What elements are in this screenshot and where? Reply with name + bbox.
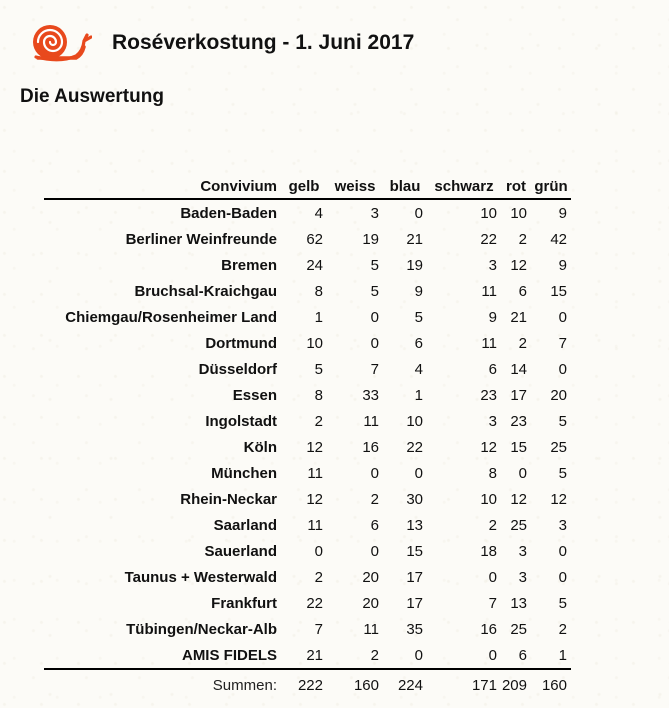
value-gruen: 2: [558, 620, 567, 638]
value-gruen: 0: [558, 542, 567, 560]
column-header-gruen: grün: [531, 174, 571, 199]
value-schwarz: 8: [488, 464, 497, 482]
value-blau: 17: [406, 594, 423, 612]
value-blau: 4: [414, 360, 423, 378]
value-gruen: 9: [558, 256, 567, 274]
table-row: [44, 330, 571, 356]
value-blau: 35: [406, 620, 423, 638]
convivium-name: Köln: [243, 438, 277, 456]
value-gelb: 8: [314, 386, 323, 404]
value-weiss: 11: [363, 412, 379, 430]
value-gruen: 0: [558, 568, 567, 586]
value-weiss: 5: [370, 256, 379, 274]
column-header-gelb: gelb: [281, 174, 327, 199]
convivium-name: Düsseldorf: [198, 360, 277, 378]
convivium-name: AMIS FIDELS: [44, 642, 281, 669]
value-gruen: 15: [550, 282, 567, 300]
table-row: [44, 590, 571, 616]
total-schwarz: 171: [471, 676, 497, 694]
value-rot: 3: [518, 568, 527, 586]
value-schwarz: 11: [481, 334, 497, 352]
value-schwarz: 11: [481, 282, 497, 300]
value-gelb: 12: [306, 438, 323, 456]
convivium-name: Chiemgau/Rosenheimer Land: [65, 308, 277, 326]
convivium-name: Bruchsal-Kraichgau: [134, 282, 277, 300]
value-rot: 14: [510, 360, 527, 378]
value-blau: 6: [414, 334, 423, 352]
value-rot: 15: [510, 438, 527, 456]
value-blau: 0: [414, 464, 423, 482]
value-weiss: 20: [362, 594, 379, 612]
value-weiss: 0: [370, 308, 379, 326]
value-gelb: 1: [314, 308, 323, 326]
value-schwarz: 0: [427, 642, 501, 669]
table-row: [44, 408, 571, 434]
value-gelb: 24: [306, 256, 323, 274]
value-gruen: 0: [558, 360, 567, 378]
value-gelb: 62: [306, 230, 323, 248]
value-blau: 30: [406, 490, 423, 508]
convivium-name: Dortmund: [205, 334, 277, 352]
convivium-name: Frankfurt: [211, 594, 277, 612]
totals-row: [44, 669, 571, 700]
table-row: [44, 226, 571, 252]
value-weiss: 3: [370, 204, 379, 222]
value-schwarz: 12: [480, 438, 497, 456]
value-gelb: 11: [307, 516, 323, 534]
value-weiss: 19: [362, 230, 379, 248]
table-row: [44, 564, 571, 590]
column-header-weiss: weiss: [327, 174, 383, 199]
total-gelb: 222: [297, 676, 323, 694]
total-gruen: 160: [541, 676, 567, 694]
value-weiss: 2: [327, 642, 383, 669]
value-gelb: 5: [314, 360, 323, 378]
table-row: [44, 356, 571, 382]
value-rot: 6: [518, 282, 527, 300]
value-gruen: 12: [550, 490, 567, 508]
value-blau: 22: [406, 438, 423, 456]
convivium-name: Ingolstadt: [205, 412, 277, 430]
convivium-name: Baden-Baden: [180, 204, 277, 222]
column-header-convivium: Convivium: [44, 174, 281, 199]
column-header-blau: blau: [383, 174, 427, 199]
value-blau: 15: [406, 542, 423, 560]
value-weiss: 2: [370, 490, 379, 508]
value-rot: 17: [510, 386, 527, 404]
value-schwarz: 10: [480, 490, 497, 508]
convivium-name: Saarland: [213, 516, 277, 534]
value-gelb: 22: [306, 594, 323, 612]
convivium-name: Berliner Weinfreunde: [125, 230, 277, 248]
value-schwarz: 10: [480, 204, 497, 222]
convivium-name: München: [211, 464, 277, 482]
value-gruen: 0: [558, 308, 567, 326]
value-gelb: 7: [314, 620, 323, 638]
table-row: [44, 642, 571, 669]
value-schwarz: 0: [488, 568, 497, 586]
value-schwarz: 23: [480, 386, 497, 404]
value-gruen: 5: [558, 412, 567, 430]
value-gelb: 2: [314, 568, 323, 586]
value-schwarz: 6: [488, 360, 497, 378]
total-blau: 224: [397, 676, 423, 694]
snail-logo-icon: [30, 23, 92, 63]
value-gelb: 8: [314, 282, 323, 300]
value-blau: 19: [406, 256, 423, 274]
value-rot: 2: [518, 334, 527, 352]
value-blau: 0: [414, 204, 423, 222]
value-blau: 0: [383, 642, 427, 669]
value-gruen: 3: [558, 516, 567, 534]
value-gelb: 4: [314, 204, 323, 222]
value-weiss: 0: [370, 334, 379, 352]
table-row: [44, 278, 571, 304]
value-schwarz: 16: [480, 620, 497, 638]
value-gelb: 11: [307, 464, 323, 482]
column-header-rot: rot: [501, 174, 531, 199]
value-weiss: 16: [362, 438, 379, 456]
convivium-name: Rhein-Neckar: [180, 490, 277, 508]
table-row: [44, 512, 571, 538]
value-blau: 5: [414, 308, 423, 326]
convivium-name: Taunus + Westerwald: [124, 568, 277, 586]
total-rot: 209: [501, 676, 527, 694]
value-blau: 1: [414, 386, 423, 404]
convivium-name: Tübingen/Neckar-Alb: [126, 620, 277, 638]
value-weiss: 11: [363, 620, 379, 638]
convivium-name: Essen: [232, 386, 277, 404]
table-row: [44, 199, 571, 226]
value-rot: 12: [510, 256, 527, 274]
value-blau: 10: [406, 412, 423, 430]
value-weiss: 33: [362, 386, 379, 404]
value-gruen: 1: [531, 642, 571, 669]
value-schwarz: 3: [488, 412, 497, 430]
table-row: [44, 252, 571, 278]
table-row: [44, 434, 571, 460]
value-blau: 21: [406, 230, 423, 248]
value-gruen: 20: [550, 386, 567, 404]
value-weiss: 0: [370, 542, 379, 560]
value-rot: 3: [518, 542, 527, 560]
table-row: [44, 460, 571, 486]
value-rot: 23: [510, 412, 527, 430]
value-gruen: 5: [558, 464, 567, 482]
value-gelb: 21: [281, 642, 327, 669]
results-table: [44, 174, 571, 700]
value-schwarz: 9: [488, 308, 497, 326]
convivium-name: Bremen: [221, 256, 277, 274]
table-row: [44, 616, 571, 642]
value-schwarz: 2: [488, 516, 497, 534]
page-title: Roséverkostung - 1. Juni 2017: [112, 31, 415, 54]
column-header-schwarz: schwarz: [427, 174, 501, 199]
table-row: [44, 304, 571, 330]
value-schwarz: 3: [488, 256, 497, 274]
value-weiss: 0: [370, 464, 379, 482]
value-weiss: 7: [370, 360, 379, 378]
value-weiss: 20: [362, 568, 379, 586]
table-header-row: [44, 174, 571, 199]
total-weiss: 160: [353, 676, 379, 694]
value-gruen: 42: [550, 230, 567, 248]
value-rot: 2: [518, 230, 527, 248]
value-blau: 9: [414, 282, 423, 300]
value-rot: 12: [510, 490, 527, 508]
value-weiss: 5: [370, 282, 379, 300]
value-gruen: 5: [558, 594, 567, 612]
value-blau: 13: [406, 516, 423, 534]
convivium-name: Sauerland: [204, 542, 277, 560]
value-rot: 13: [510, 594, 527, 612]
value-rot: 25: [510, 620, 527, 638]
table-row: [44, 382, 571, 408]
value-schwarz: 7: [488, 594, 497, 612]
value-gruen: 7: [558, 334, 567, 352]
value-rot: 25: [510, 516, 527, 534]
value-gruen: 9: [558, 204, 567, 222]
value-gelb: 10: [306, 334, 323, 352]
value-schwarz: 18: [480, 542, 497, 560]
totals-label: Summen:: [212, 676, 277, 694]
value-rot: 6: [501, 642, 531, 669]
value-gelb: 0: [314, 542, 323, 560]
table-row: [44, 538, 571, 564]
table-row: [44, 486, 571, 512]
value-rot: 0: [518, 464, 527, 482]
value-gelb: 2: [314, 412, 323, 430]
value-rot: 10: [510, 204, 527, 222]
section-heading: Die Auswertung: [20, 86, 164, 107]
value-gruen: 25: [550, 438, 567, 456]
value-weiss: 6: [370, 516, 379, 534]
value-gelb: 12: [306, 490, 323, 508]
value-rot: 21: [510, 308, 527, 326]
value-schwarz: 22: [480, 230, 497, 248]
value-blau: 17: [406, 568, 423, 586]
